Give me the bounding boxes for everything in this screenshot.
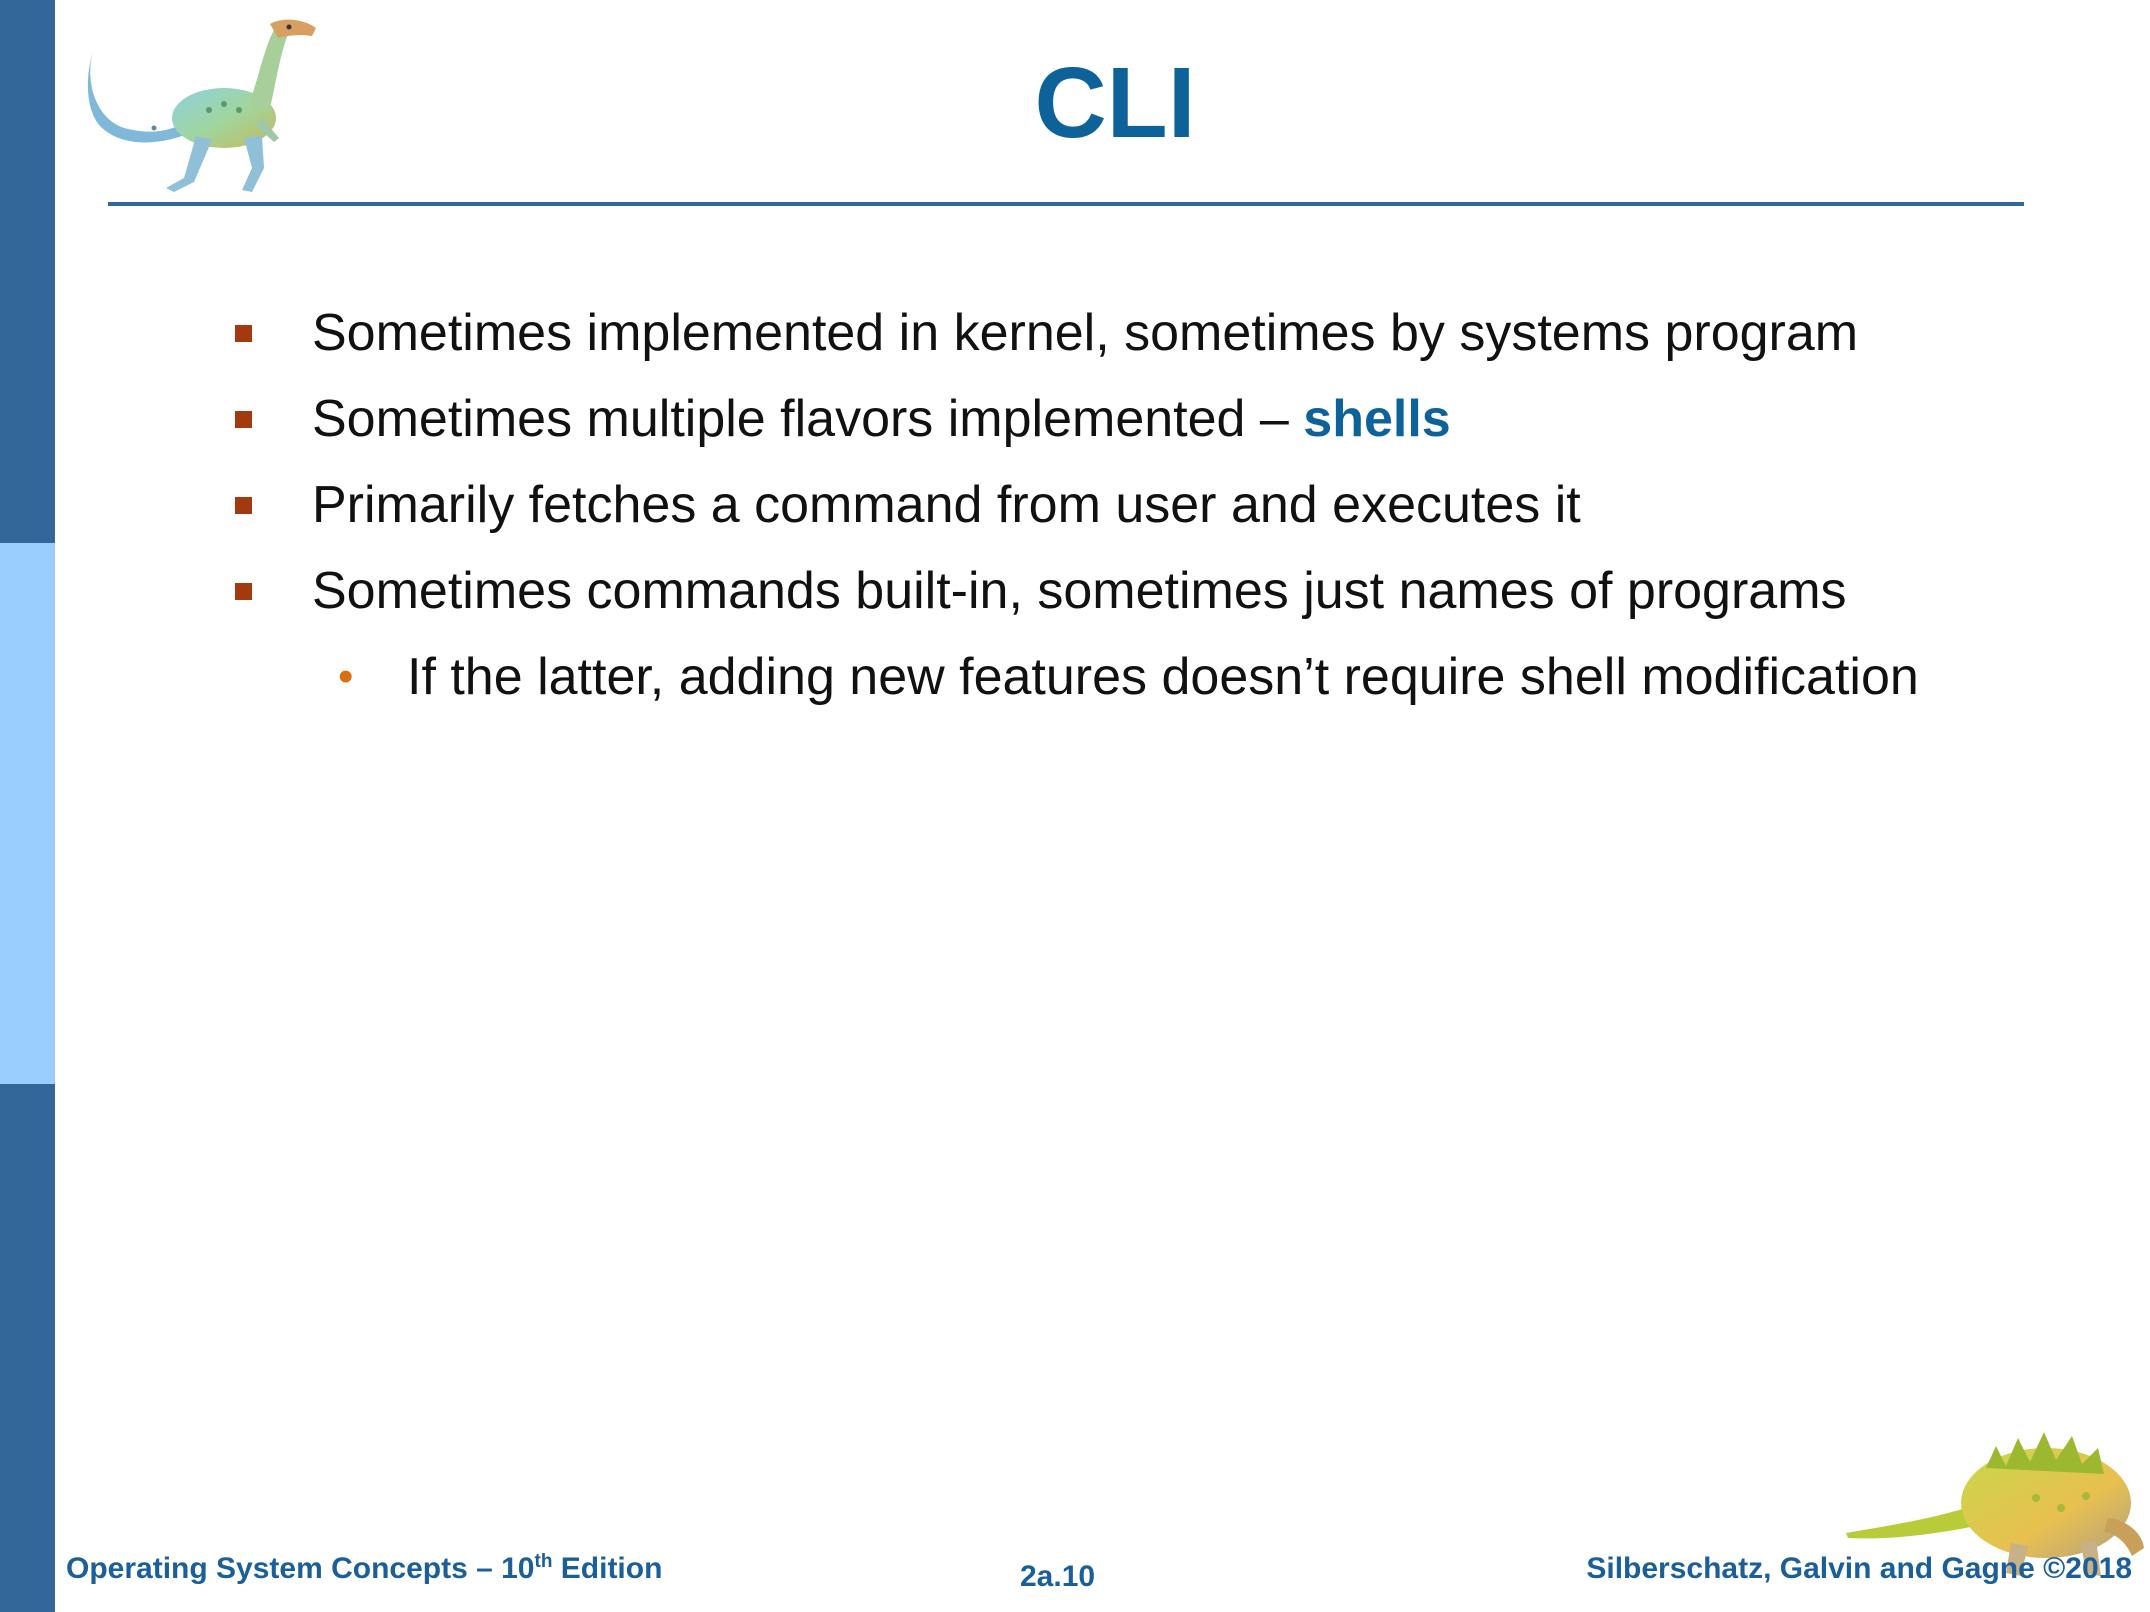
bullet-item [230,386,1952,452]
title-divider [108,202,2024,206]
bullet-text: Sometimes multiple flavors implemented – [312,390,1304,448]
square-bullet-icon [235,497,252,514]
bullet-highlight: shells [1303,390,1451,448]
footer-edition-superscript: th [534,1551,553,1572]
footer-authors: Silberschatz, Galvin and Gagne ©2018 [1586,1552,2132,1585]
bullet-list [230,300,2030,710]
page-number: 2a.10 [1020,1560,1096,1593]
slide-title: CLI [1034,47,1196,159]
left-stripe-bottom [0,1084,55,1612]
left-stripe-middle [0,543,55,1084]
bullet-item [230,472,1952,538]
bullet-item [230,558,1952,624]
round-bullet-icon: • [338,652,354,701]
bullet-text: Sometimes implemented in kernel, sometimes by systems program [312,304,1859,362]
bullet-item [230,300,1952,366]
square-bullet-icon [235,583,252,600]
bullet-text: Sometimes commands built-in, sometimes just names of programs [312,562,1847,620]
footer-book-title-prefix: Operating System Concepts – 10 [66,1552,535,1585]
bullet-text: Primarily fetches a command from user and executes it [312,476,1581,534]
sub-bullet-text: If the latter, adding new features doesn’t require shell modification [407,648,1919,706]
footer-book-title [66,1552,662,1586]
sub-bullet-item [230,644,1927,710]
square-bullet-icon [235,325,252,342]
footer-book-title-suffix: Edition [552,1552,663,1585]
square-bullet-icon [235,411,252,428]
